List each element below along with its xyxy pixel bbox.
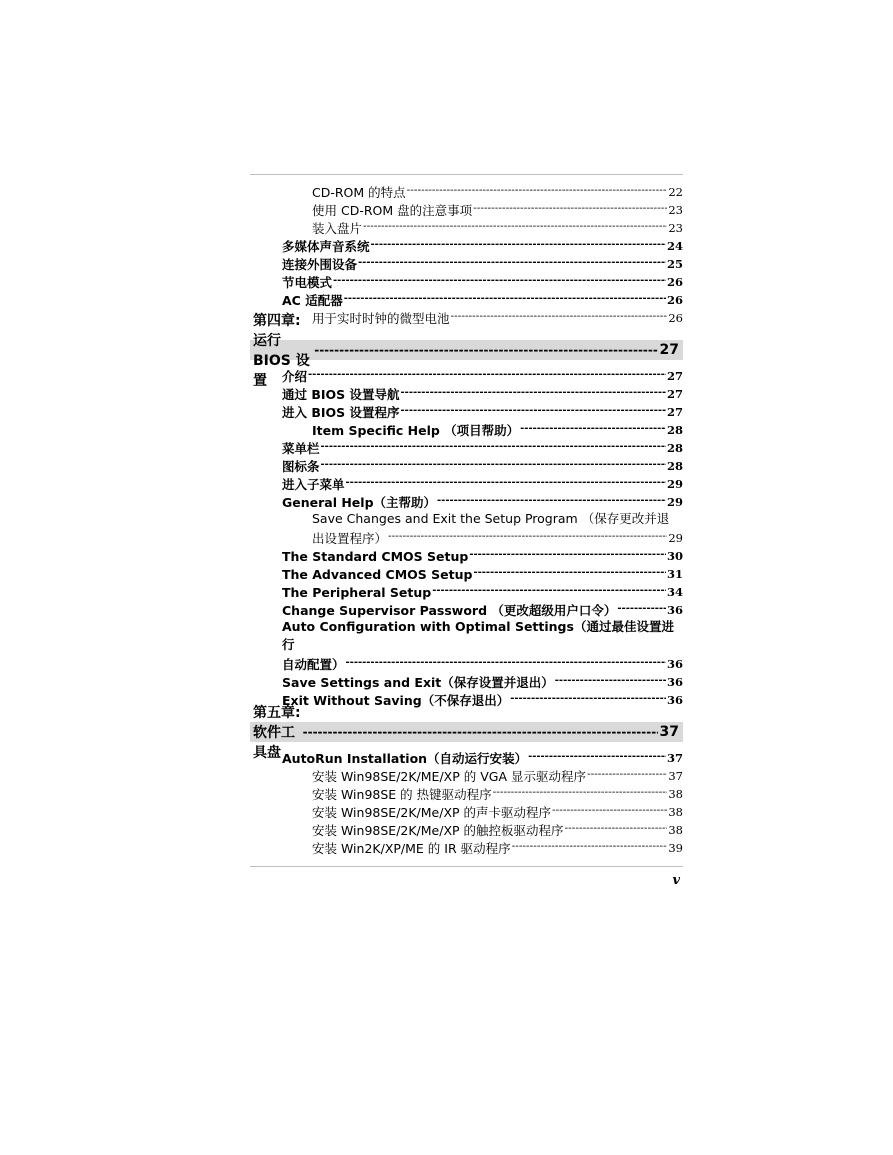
- toc-entry[interactable]: [250, 218, 683, 236]
- dot-leader: [333, 273, 666, 288]
- toc-entry[interactable]: [250, 492, 683, 510]
- toc-page-number: 29: [666, 477, 683, 491]
- dot-leader: [401, 403, 666, 418]
- toc-entry-title: 安装 Win98SE/2K/Me/XP 的触控板驱动程序: [312, 823, 564, 838]
- toc-page-number: 36: [666, 675, 683, 689]
- toc-entry[interactable]: [250, 402, 683, 420]
- dot-leader: [473, 201, 667, 216]
- toc-entry-title: 节电模式: [282, 275, 333, 290]
- dot-leader: [432, 583, 666, 598]
- toc-entry-title: The Peripheral Setup: [282, 585, 432, 600]
- toc-entry[interactable]: [250, 308, 683, 326]
- dot-leader: [617, 601, 666, 616]
- toc-page-number: 31: [666, 567, 683, 581]
- toc-entry-title: 连接外围设备: [282, 257, 358, 272]
- toc-page-number: 37: [668, 769, 683, 783]
- toc-page-number: 34: [666, 585, 683, 599]
- dot-leader: [371, 237, 666, 252]
- toc-entry-title: 安装 Win98SE 的 热键驱动程序: [312, 787, 492, 802]
- toc-entry[interactable]: [250, 236, 683, 254]
- toc-page-number: 39: [668, 841, 683, 855]
- toc-entry[interactable]: [250, 582, 683, 600]
- table-of-contents: [250, 182, 683, 856]
- toc-page-number: 36: [666, 693, 683, 707]
- dot-leader: [303, 725, 658, 739]
- toc-entry-title: CD-ROM 的特点: [312, 185, 406, 200]
- toc-page-number: 26: [668, 311, 683, 325]
- dot-leader: [437, 493, 666, 508]
- toc-entry-title: 进入 BIOS 设置程序: [282, 405, 400, 420]
- toc-entry[interactable]: [250, 384, 683, 402]
- toc-page-number: 26: [666, 293, 683, 307]
- toc-entry[interactable]: [250, 690, 683, 708]
- toc-page-number: 26: [666, 275, 683, 289]
- toc-page-number: 24: [666, 239, 683, 253]
- toc-entry[interactable]: [250, 672, 683, 690]
- chapter-title: 第五章:软件工具盘: [253, 705, 301, 761]
- dot-leader: [321, 439, 666, 454]
- dot-leader: [346, 475, 666, 490]
- dot-leader: [555, 673, 666, 688]
- chapter-page-number: 37: [659, 724, 679, 740]
- dot-leader: [552, 803, 667, 818]
- toc-page-number: 38: [668, 823, 683, 837]
- toc-entry-title: 用于实时时钟的微型电池: [312, 311, 450, 326]
- toc-entry[interactable]: [250, 366, 683, 384]
- toc-entry-title: The Standard CMOS Setup: [282, 549, 469, 564]
- toc-page-number: 28: [666, 441, 683, 455]
- dot-leader: [314, 343, 657, 357]
- toc-entry-title: Exit Without Saving（不保存退出）: [282, 693, 510, 708]
- toc-entry[interactable]: [250, 182, 683, 200]
- toc-entry-title: The Advanced CMOS Setup: [282, 567, 473, 582]
- toc-page-number: 30: [666, 549, 683, 563]
- toc-page-number: 28: [666, 423, 683, 437]
- top-rule: [250, 174, 683, 175]
- toc-entry[interactable]: [250, 420, 683, 438]
- toc-entry-line: Auto Configuration with Optimal Settings（通过最佳设置进行: [282, 619, 674, 652]
- dot-leader: [363, 219, 667, 234]
- toc-entry-title: 菜单栏: [282, 441, 320, 456]
- toc-page-number: 22: [668, 185, 683, 199]
- toc-entry-title: 安装 Win98SE/2K/Me/XP 的声卡驱动程序: [312, 805, 552, 820]
- toc-page-number: 38: [668, 805, 683, 819]
- toc-entry[interactable]: [250, 838, 683, 856]
- dot-leader: [451, 309, 668, 324]
- toc-entry-title: 使用 CD-ROM 盘的注意事项: [312, 203, 473, 218]
- toc-entry-line: Save Changes and Exit the Setup Program （保存更改并退: [312, 511, 670, 526]
- toc-entry[interactable]: [250, 528, 683, 546]
- toc-entry-title: 图标条: [282, 459, 320, 474]
- bottom-rule: [250, 866, 683, 867]
- toc-entry-title: Save Settings and Exit（保存设置并退出）: [282, 675, 554, 690]
- dot-leader: [308, 367, 666, 382]
- toc-entry-title: 进入子菜单: [282, 477, 345, 492]
- toc-page-number: 27: [666, 405, 683, 419]
- toc-entry-title: 自动配置）: [282, 657, 345, 672]
- toc-entry[interactable]: [250, 748, 683, 766]
- toc-entry-title: Change Supervisor Password （更改超级用户口令）: [282, 603, 617, 618]
- dot-leader: [388, 529, 667, 544]
- toc-entry[interactable]: [250, 802, 683, 820]
- toc-entry[interactable]: [250, 654, 683, 672]
- dot-leader: [346, 655, 666, 670]
- toc-entry-title: AC 适配器: [282, 293, 343, 308]
- toc-entry-title: 安装 Win98SE/2K/ME/XP 的 VGA 显示驱动程序: [312, 769, 586, 784]
- toc-page-number: 29: [666, 495, 683, 509]
- chapter-title: 第四章:运行 BIOS 设置: [253, 313, 310, 389]
- toc-entry[interactable]: [250, 200, 683, 218]
- dot-leader: [565, 821, 668, 836]
- toc-entry[interactable]: [250, 564, 683, 582]
- toc-page-number: 38: [668, 787, 683, 801]
- toc-page-number: 36: [666, 603, 683, 617]
- toc-entry[interactable]: [250, 272, 683, 290]
- dot-leader: [473, 565, 666, 580]
- toc-entry[interactable]: [250, 254, 683, 272]
- dot-leader: [321, 457, 666, 472]
- toc-entry-title: Item Specific Help （项目帮助）: [312, 423, 520, 438]
- toc-page-number: 27: [666, 369, 683, 383]
- dot-leader: [528, 749, 666, 764]
- toc-entry[interactable]: [250, 820, 683, 838]
- dot-leader: [469, 547, 666, 562]
- dot-leader: [401, 385, 666, 400]
- toc-entry[interactable]: [250, 456, 683, 474]
- toc-page-number: 25: [666, 257, 683, 271]
- dot-leader: [510, 691, 666, 706]
- toc-entry[interactable]: [250, 438, 683, 456]
- toc-entry[interactable]: [250, 784, 683, 802]
- toc-entry-title: 介绍: [282, 369, 308, 384]
- dot-leader: [344, 291, 666, 306]
- toc-page-number: 23: [668, 221, 683, 235]
- toc-entry[interactable]: [250, 474, 683, 492]
- toc-page-number: 37: [666, 751, 683, 765]
- toc-entry[interactable]: [250, 546, 683, 564]
- dot-leader: [520, 421, 666, 436]
- toc-entry-title: 出设置程序）: [312, 531, 388, 546]
- toc-entry-title: 安装 Win2K/XP/ME 的 IR 驱动程序: [312, 841, 511, 856]
- toc-page-number: 29: [668, 531, 683, 545]
- dot-leader: [358, 255, 666, 270]
- toc-entry-title: General Help（主帮助）: [282, 495, 437, 510]
- toc-page-number: 28: [666, 459, 683, 473]
- dot-leader: [493, 785, 668, 800]
- toc-page-number: 36: [666, 657, 683, 671]
- toc-page-number: 23: [668, 203, 683, 217]
- dot-leader: [407, 183, 668, 198]
- toc-entry-title: AutoRun Installation（自动运行安装）: [282, 751, 528, 766]
- chapter-page-number: 27: [659, 342, 679, 358]
- dot-leader: [587, 767, 667, 782]
- toc-entry-title: 多媒体声音系统: [282, 239, 370, 254]
- toc-entry[interactable]: [250, 600, 683, 618]
- toc-entry[interactable]: [250, 290, 683, 308]
- toc-page-number: 27: [666, 387, 683, 401]
- page-number: v: [672, 873, 680, 888]
- dot-leader: [512, 839, 668, 854]
- toc-entry[interactable]: [250, 766, 683, 784]
- toc-entry-title: 装入盘片: [312, 221, 363, 236]
- toc-entry-title: 通过 BIOS 设置导航: [282, 387, 400, 402]
